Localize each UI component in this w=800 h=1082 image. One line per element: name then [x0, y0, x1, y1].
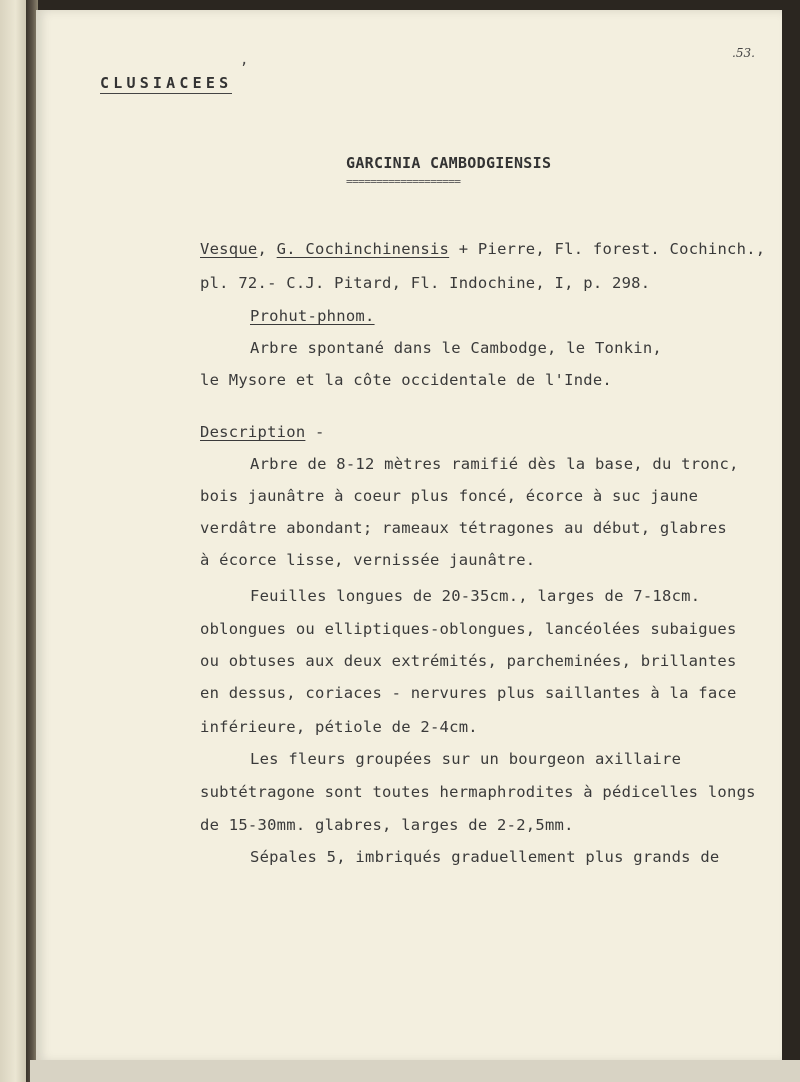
description-line: en dessus, coriaces - nervures plus saillantes à la face: [200, 684, 737, 702]
description-line: à écorce lisse, vernissée jaunâtre.: [200, 551, 536, 569]
synonymy-synonym: G. Cochinchinensis: [276, 240, 450, 258]
synonymy-line-2: pl. 72.- C.J. Pitard, Fl. Indochine, I, p. 298.: [200, 274, 651, 292]
description-line: Sépales 5, imbriqués graduellement plus grands de: [250, 848, 720, 866]
description-label: Description: [200, 423, 306, 441]
distribution-line: le Mysore et la côte occidentale de l'Inde.: [200, 371, 613, 389]
distribution-line: Arbre spontané dans le Cambodge, le Tonkin,: [250, 339, 663, 357]
synonymy-author: Vesque: [200, 240, 258, 258]
family-heading: CLUSIACEES: [100, 74, 233, 92]
synonymy-separator: ,: [257, 240, 277, 258]
description-line: Les fleurs groupées sur un bourgeon axillaire: [250, 750, 682, 768]
description-line: subtétragone sont toutes hermaphrodites à pédicelles longs: [200, 783, 756, 801]
previous-page-edge: [0, 0, 26, 1082]
description-heading: [200, 423, 325, 441]
synonymy-reference: + Pierre, Fl. forest. Cochinch.,: [449, 240, 766, 258]
species-title: GARCINIA CAMBODGIENSIS: [346, 154, 552, 172]
description-line: oblongues ou elliptiques-oblongues, lancéolées subaigues: [200, 620, 737, 638]
page-bottom-edge: [30, 1060, 800, 1082]
stray-mark: ,: [240, 52, 249, 68]
description-line: Arbre de 8-12 mètres ramifié dès la base, du tronc,: [250, 455, 739, 473]
description-line: Feuilles longues de 20-35cm., larges de 7-18cm.: [250, 587, 701, 605]
description-line: inférieure, pétiole de 2-4cm.: [200, 718, 478, 736]
description-dash: -: [305, 423, 325, 441]
description-line: bois jaunâtre à coeur plus foncé, écorce à suc jaune: [200, 487, 699, 505]
description-line: de 15-30mm. glabres, larges de 2-2,5mm.: [200, 816, 574, 834]
page-number: .53.: [732, 46, 755, 60]
synonymy-line-1: [200, 240, 765, 258]
vernacular-name: Prohut-phnom.: [250, 307, 375, 325]
title-double-underline: ===================: [346, 175, 461, 188]
description-line: verdâtre abondant; rameaux tétragones au début, glabres: [200, 519, 727, 537]
description-line: ou obtuses aux deux extrémités, parcheminées, brillantes: [200, 652, 737, 670]
